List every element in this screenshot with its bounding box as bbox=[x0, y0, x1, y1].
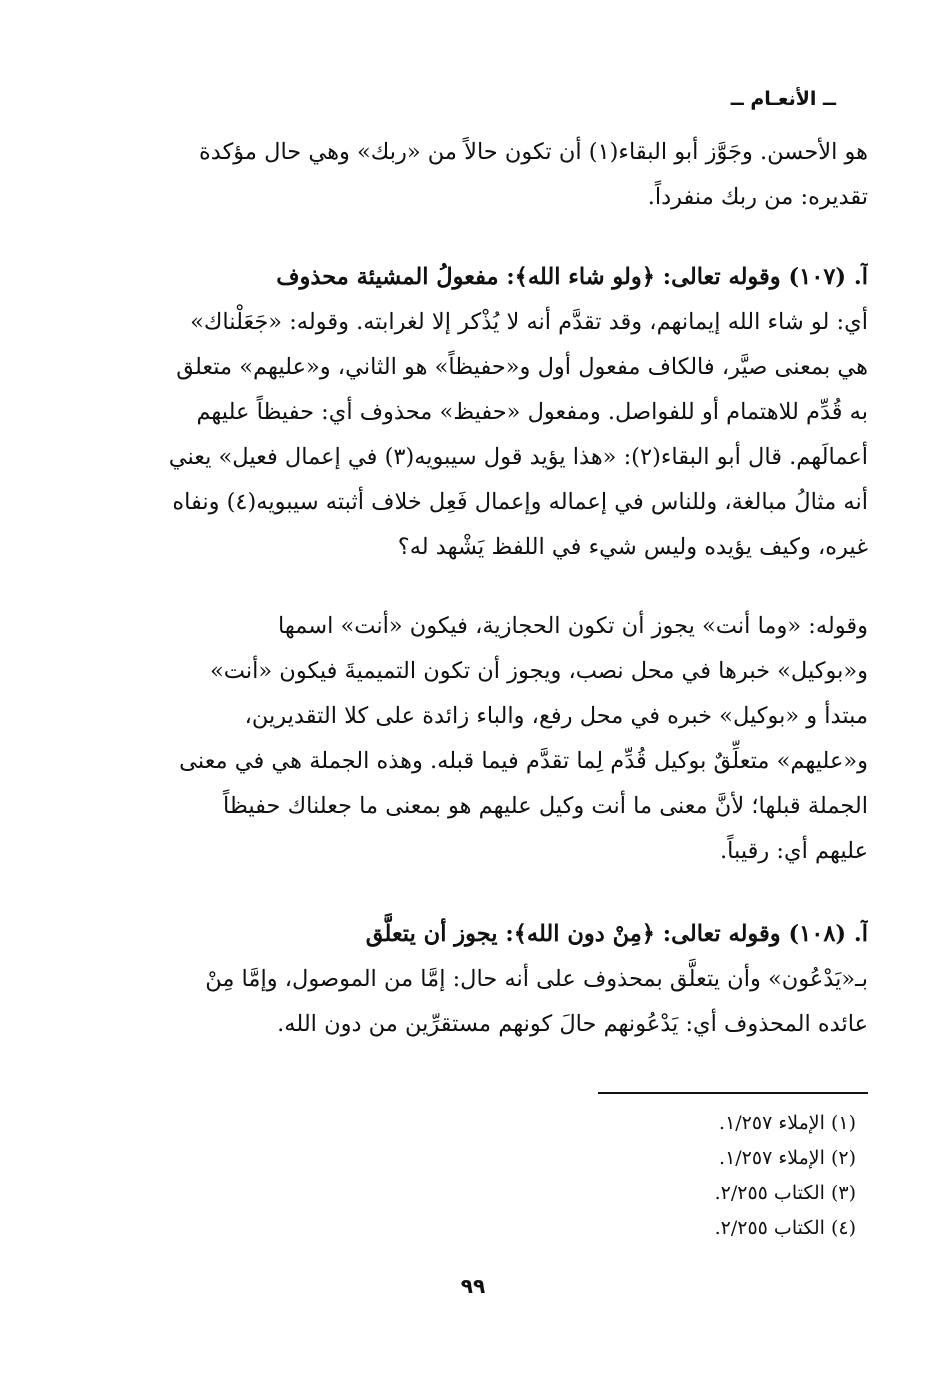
text-line: تقديره: من ربك منفرداً. bbox=[647, 184, 868, 210]
text-line: أي: لو شاء الله إيمانهم، وقد تقدَّم أنه لا يُذْكر إلا لغرابته. وقوله: «جَعَلْناك» bbox=[190, 309, 868, 335]
verse-heading-line: آ. (١٠٧) وقوله تعالى: ﴿ولو شاء الله﴾: مفعولُ المشيئة محذوف bbox=[276, 264, 868, 290]
footnotes bbox=[715, 1106, 856, 1246]
footnote-item: (٢) الإملاء ١/٢٥٧. bbox=[719, 1147, 856, 1169]
paragraph-verse-107 bbox=[158, 255, 868, 570]
text-line: وقوله: «وما أنت» يجوز أن تكون الحجازية، فيكون «أنت» اسمها bbox=[278, 613, 868, 639]
paragraph-wa-ma-anta bbox=[158, 604, 868, 874]
text-line: أنه مثالُ مبالغة، وللناس في إعماله وإعمال فَعِل خلاف أثبته سيبويه(٤) ونفاه bbox=[172, 489, 868, 515]
text-line: مبتدأ و «بوكيل» خبره في محل رفع، والباء زائدة على كلا التقديرين، bbox=[244, 703, 868, 729]
verse-heading-line: آ. (١٠٨) وقوله تعالى: ﴿مِنْ دون الله﴾: يجوز أن يتعلَّق bbox=[365, 921, 868, 947]
text-line: و«بوكيل» خبرها في محل نصب، ويجوز أن تكون التميميةَ فيكون «أنت» bbox=[210, 658, 868, 684]
text-line: و«عليهم» متعلِّقٌ بوكيل قُدِّم لِما تقدَّم فيما قبله. وهذه الجملة هي في معنى bbox=[179, 748, 868, 774]
text-line: غيره، وكيف يؤيده وليس شيء في اللفظ يَشْهد له؟ bbox=[397, 534, 868, 560]
text-line: الجملة قبلها؛ لأنَّ معنى ما أنت وكيل عليهم هو بمعنى ما جعلناك حفيظاً bbox=[223, 793, 868, 819]
footnote-item: (١) الإملاء ١/٢٥٧. bbox=[719, 1112, 856, 1134]
paragraph-continuation bbox=[158, 130, 868, 220]
running-header: ــ الأنعـام ــ bbox=[730, 88, 836, 110]
footnote-item: (٣) الكتاب ٢/٢٥٥. bbox=[714, 1182, 856, 1204]
text-line: بـ«يَدْعُون» وأن يتعلَّق بمحذوف على أنه حال: إمَّا من الموصول، وإمَّا مِنْ bbox=[205, 966, 868, 992]
footnote-divider bbox=[598, 1092, 868, 1094]
text-line: عائده المحذوف أي: يَدْعُونهم حالَ كونهم مستقرِّين من دون الله. bbox=[277, 1011, 868, 1037]
footnote-item: (٤) الكتاب ٢/٢٥٥. bbox=[714, 1217, 856, 1239]
text-line: هو الأحسن. وجَوَّز أبو البقاء(١) أن تكون حالاً من «ربك» وهي حال مؤكدة bbox=[198, 139, 868, 165]
text-line: به قُدِّم للاهتمام أو للفواصل. ومفعول «حفيظ» محذوف أي: حفيظاً عليهم bbox=[196, 399, 868, 425]
page-number: ٩٩ bbox=[460, 1274, 486, 1298]
paragraph-verse-108 bbox=[158, 912, 868, 1047]
text-line: هي بمعنى صيَّر، فالكاف مفعول أول و«حفيظاً» هو الثاني، و«عليهم» متعلق bbox=[176, 354, 868, 380]
text-line: أعمالَهم. قال أبو البقاء(٢): «هذا يؤيد قول سيبويه(٣) في إعمال فعيل» يعني bbox=[168, 444, 868, 470]
text-line: عليهم أي: رقيباً. bbox=[720, 838, 868, 864]
